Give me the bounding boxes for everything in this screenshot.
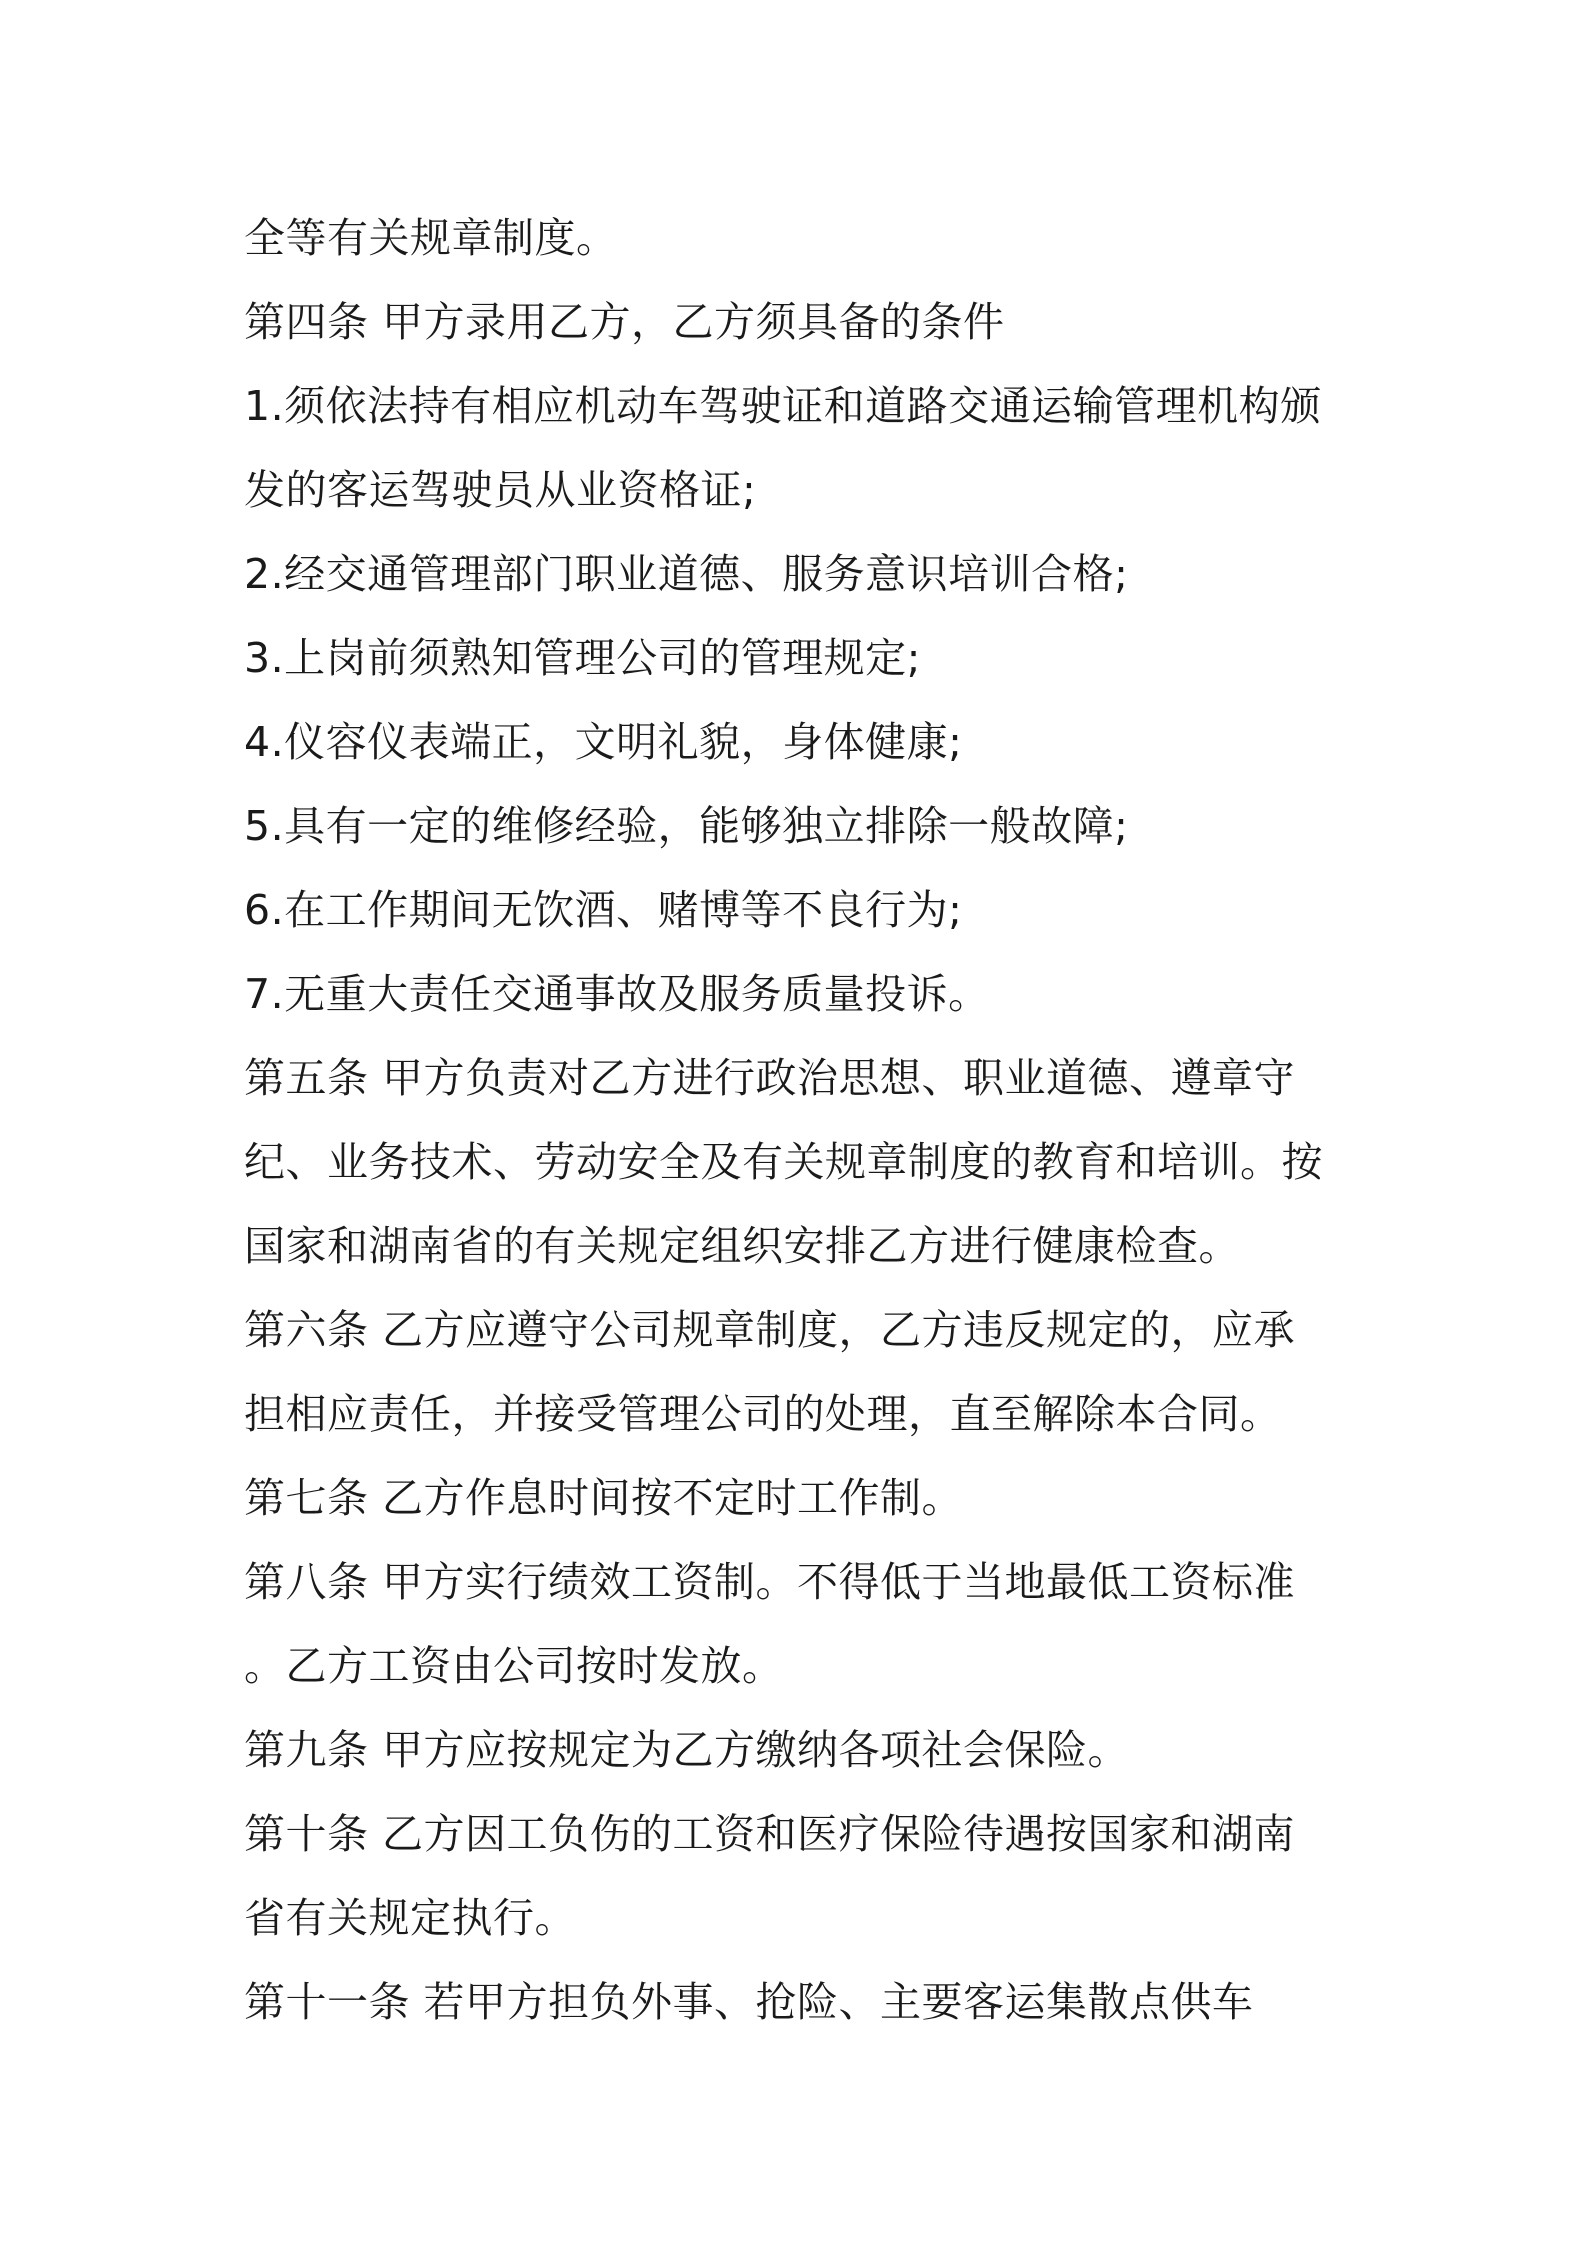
text-line: 发的客运驾驶员从业资格证; [244,466,757,514]
article-7-heading: 第七条 乙方作息时间按不定时工作制。 [244,1474,964,1522]
article-10-heading: 第十条 乙方因工负伤的工资和医疗保险待遇按国家和湖南 [244,1810,1296,1858]
text-line: 。乙方工资由公司按时发放。 [244,1642,784,1690]
document-body [244,196,1364,2044]
article-8-heading: 第八条 甲方实行绩效工资制。不得低于当地最低工资标准 [244,1558,1296,1606]
text-line: 2.经交通管理部门职业道德、服务意识培训合格; [244,550,1129,598]
text-line: 国家和湖南省的有关规定组织安排乙方进行健康检查。 [244,1222,1240,1270]
text-line: 6.在工作期间无饮酒、赌博等不良行为; [244,886,963,934]
text-line: 5.具有一定的维修经验，能够独立排除一般故障; [244,802,1129,850]
article-11-heading: 第十一条 若甲方担负外事、抢险、主要客运集散点供车 [244,1978,1254,2026]
text-line: 担相应责任，并接受管理公司的处理，直至解除本合同。 [244,1390,1282,1438]
text-line: 省有关规定执行。 [244,1894,576,1942]
text-line: 纪、业务技术、劳动安全及有关规章制度的教育和培训。按 [244,1138,1323,1186]
text-line: 全等有关规章制度。 [244,214,618,262]
text-line: 3.上岗前须熟知管理公司的管理规定; [244,634,921,682]
article-9-heading: 第九条 甲方应按规定为乙方缴纳各项社会保险。 [244,1726,1130,1774]
text-line: 1.须依法持有相应机动车驾驶证和道路交通运输管理机构颁 [244,382,1322,430]
text-line: 7.无重大责任交通事故及服务质量投诉。 [244,970,990,1018]
text-line: 4.仪容仪表端正，文明礼貌，身体健康; [244,718,963,766]
article-4-heading: 第四条 甲方录用乙方，乙方须具备的条件 [244,298,1005,346]
article-6-heading: 第六条 乙方应遵守公司规章制度，乙方违反规定的，应承 [244,1306,1296,1354]
article-5-heading: 第五条 甲方负责对乙方进行政治思想、职业道德、遵章守 [244,1054,1296,1102]
